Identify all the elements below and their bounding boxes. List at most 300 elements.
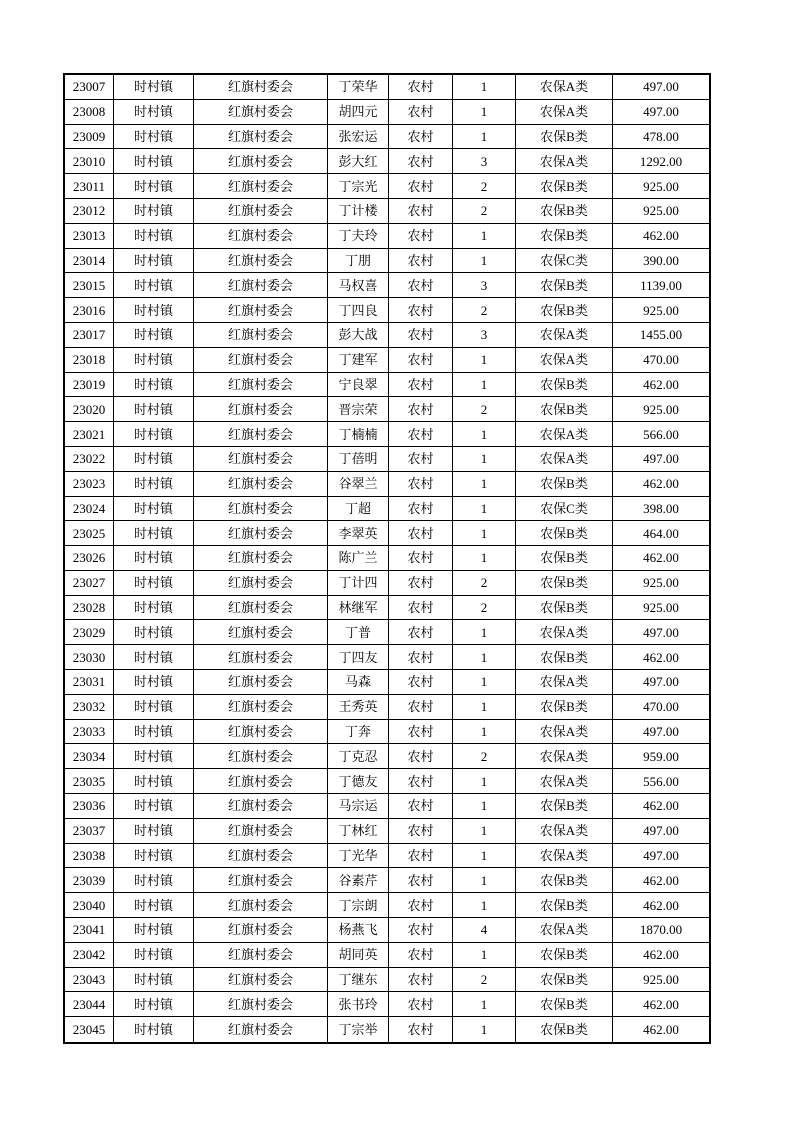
cell-village-committee: 红旗村委会 <box>194 571 328 596</box>
cell-person-name: 胡四元 <box>328 100 389 125</box>
cell-village-committee: 红旗村委会 <box>194 596 328 621</box>
cell-village-committee: 红旗村委会 <box>194 174 328 199</box>
cell-town: 时村镇 <box>114 645 194 670</box>
cell-village-committee: 红旗村委会 <box>194 794 328 819</box>
cell-town: 时村镇 <box>114 348 194 373</box>
cell-person-count: 1 <box>453 794 516 819</box>
cell-insurance-category: 农保A类 <box>516 447 613 472</box>
cell-village-committee: 红旗村委会 <box>194 447 328 472</box>
cell-record-id: 23024 <box>65 497 114 522</box>
cell-person-count: 1 <box>453 497 516 522</box>
cell-person-name: 胡同英 <box>328 943 389 968</box>
cell-insurance-category: 农保B类 <box>516 645 613 670</box>
cell-household-type: 农村 <box>389 224 453 249</box>
cell-household-type: 农村 <box>389 893 453 918</box>
cell-town: 时村镇 <box>114 447 194 472</box>
cell-person-count: 1 <box>453 546 516 571</box>
cell-record-id: 23017 <box>65 323 114 348</box>
cell-record-id: 23020 <box>65 397 114 422</box>
cell-insurance-category: 农保A类 <box>516 100 613 125</box>
cell-person-count: 1 <box>453 720 516 745</box>
cell-amount: 462.00 <box>613 893 709 918</box>
cell-person-count: 1 <box>453 447 516 472</box>
cell-record-id: 23036 <box>65 794 114 819</box>
cell-insurance-category: 农保A类 <box>516 720 613 745</box>
cell-town: 时村镇 <box>114 224 194 249</box>
cell-household-type: 农村 <box>389 447 453 472</box>
cell-insurance-category: 农保A类 <box>516 769 613 794</box>
cell-record-id: 23023 <box>65 472 114 497</box>
cell-insurance-category: 农保A类 <box>516 348 613 373</box>
cell-record-id: 23021 <box>65 422 114 447</box>
cell-town: 时村镇 <box>114 620 194 645</box>
cell-town: 时村镇 <box>114 373 194 398</box>
cell-insurance-category: 农保B类 <box>516 968 613 993</box>
cell-insurance-category: 农保B类 <box>516 546 613 571</box>
cell-amount: 1455.00 <box>613 323 709 348</box>
cell-person-count: 1 <box>453 75 516 100</box>
cell-village-committee: 红旗村委会 <box>194 249 328 274</box>
cell-person-name: 丁宗光 <box>328 174 389 199</box>
cell-record-id: 23037 <box>65 819 114 844</box>
cell-insurance-category: 农保A类 <box>516 75 613 100</box>
cell-person-count: 1 <box>453 992 516 1017</box>
cell-village-committee: 红旗村委会 <box>194 670 328 695</box>
cell-person-count: 2 <box>453 968 516 993</box>
cell-person-name: 丁继东 <box>328 968 389 993</box>
cell-village-committee: 红旗村委会 <box>194 323 328 348</box>
cell-household-type: 农村 <box>389 546 453 571</box>
cell-household-type: 农村 <box>389 298 453 323</box>
cell-town: 时村镇 <box>114 174 194 199</box>
cell-record-id: 23044 <box>65 992 114 1017</box>
cell-person-name: 丁蓓明 <box>328 447 389 472</box>
cell-record-id: 23019 <box>65 373 114 398</box>
cell-household-type: 农村 <box>389 844 453 869</box>
cell-record-id: 23038 <box>65 844 114 869</box>
cell-town: 时村镇 <box>114 100 194 125</box>
cell-record-id: 23008 <box>65 100 114 125</box>
cell-town: 时村镇 <box>114 968 194 993</box>
cell-person-name: 李翠英 <box>328 521 389 546</box>
cell-record-id: 23010 <box>65 149 114 174</box>
cell-person-count: 1 <box>453 620 516 645</box>
cell-household-type: 农村 <box>389 943 453 968</box>
cell-town: 时村镇 <box>114 397 194 422</box>
cell-town: 时村镇 <box>114 819 194 844</box>
cell-household-type: 农村 <box>389 323 453 348</box>
cell-amount: 1139.00 <box>613 273 709 298</box>
cell-insurance-category: 农保B类 <box>516 174 613 199</box>
cell-record-id: 23022 <box>65 447 114 472</box>
cell-household-type: 农村 <box>389 422 453 447</box>
cell-person-name: 杨燕飞 <box>328 918 389 943</box>
cell-household-type: 农村 <box>389 348 453 373</box>
cell-town: 时村镇 <box>114 670 194 695</box>
cell-insurance-category: 农保C类 <box>516 249 613 274</box>
cell-person-name: 丁德友 <box>328 769 389 794</box>
cell-amount: 470.00 <box>613 348 709 373</box>
cell-record-id: 23039 <box>65 868 114 893</box>
cell-person-count: 1 <box>453 943 516 968</box>
cell-person-name: 丁克忍 <box>328 744 389 769</box>
cell-person-name: 马森 <box>328 670 389 695</box>
cell-household-type: 农村 <box>389 695 453 720</box>
cell-insurance-category: 农保B类 <box>516 695 613 720</box>
cell-town: 时村镇 <box>114 199 194 224</box>
cell-amount: 462.00 <box>613 868 709 893</box>
cell-town: 时村镇 <box>114 298 194 323</box>
cell-person-name: 丁宗举 <box>328 1017 389 1042</box>
cell-town: 时村镇 <box>114 868 194 893</box>
cell-amount: 925.00 <box>613 571 709 596</box>
cell-person-count: 1 <box>453 249 516 274</box>
cell-amount: 566.00 <box>613 422 709 447</box>
cell-record-id: 23011 <box>65 174 114 199</box>
cell-amount: 462.00 <box>613 645 709 670</box>
cell-record-id: 23026 <box>65 546 114 571</box>
cell-insurance-category: 农保B类 <box>516 521 613 546</box>
cell-household-type: 农村 <box>389 968 453 993</box>
cell-household-type: 农村 <box>389 497 453 522</box>
cell-record-id: 23042 <box>65 943 114 968</box>
cell-household-type: 农村 <box>389 670 453 695</box>
cell-person-name: 宁良翠 <box>328 373 389 398</box>
cell-person-count: 3 <box>453 149 516 174</box>
cell-village-committee: 红旗村委会 <box>194 298 328 323</box>
cell-record-id: 23040 <box>65 893 114 918</box>
cell-town: 时村镇 <box>114 273 194 298</box>
cell-amount: 925.00 <box>613 199 709 224</box>
cell-town: 时村镇 <box>114 125 194 150</box>
cell-amount: 497.00 <box>613 844 709 869</box>
cell-town: 时村镇 <box>114 943 194 968</box>
cell-village-committee: 红旗村委会 <box>194 397 328 422</box>
cell-person-count: 4 <box>453 918 516 943</box>
cell-amount: 462.00 <box>613 224 709 249</box>
cell-insurance-category: 农保B类 <box>516 943 613 968</box>
cell-village-committee: 红旗村委会 <box>194 744 328 769</box>
cell-amount: 497.00 <box>613 720 709 745</box>
cell-household-type: 农村 <box>389 397 453 422</box>
cell-person-count: 2 <box>453 174 516 199</box>
cell-person-count: 2 <box>453 199 516 224</box>
cell-household-type: 农村 <box>389 868 453 893</box>
cell-person-name: 谷翠兰 <box>328 472 389 497</box>
cell-insurance-category: 农保B类 <box>516 373 613 398</box>
cell-insurance-category: 农保B类 <box>516 224 613 249</box>
cell-amount: 390.00 <box>613 249 709 274</box>
cell-village-committee: 红旗村委会 <box>194 497 328 522</box>
cell-amount: 497.00 <box>613 447 709 472</box>
cell-household-type: 农村 <box>389 273 453 298</box>
cell-person-count: 1 <box>453 868 516 893</box>
cell-town: 时村镇 <box>114 744 194 769</box>
cell-insurance-category: 农保A类 <box>516 819 613 844</box>
cell-amount: 464.00 <box>613 521 709 546</box>
cell-person-name: 丁四良 <box>328 298 389 323</box>
cell-household-type: 农村 <box>389 819 453 844</box>
cell-household-type: 农村 <box>389 373 453 398</box>
cell-household-type: 农村 <box>389 918 453 943</box>
cell-amount: 462.00 <box>613 794 709 819</box>
cell-person-count: 1 <box>453 373 516 398</box>
cell-village-committee: 红旗村委会 <box>194 893 328 918</box>
cell-amount: 470.00 <box>613 695 709 720</box>
cell-insurance-category: 农保B类 <box>516 472 613 497</box>
cell-insurance-category: 农保B类 <box>516 868 613 893</box>
cell-record-id: 23043 <box>65 968 114 993</box>
cell-amount: 556.00 <box>613 769 709 794</box>
cell-village-committee: 红旗村委会 <box>194 224 328 249</box>
cell-town: 时村镇 <box>114 323 194 348</box>
cell-amount: 497.00 <box>613 620 709 645</box>
cell-person-count: 1 <box>453 670 516 695</box>
cell-record-id: 23007 <box>65 75 114 100</box>
cell-insurance-category: 农保B类 <box>516 199 613 224</box>
cell-household-type: 农村 <box>389 75 453 100</box>
cell-person-count: 2 <box>453 596 516 621</box>
cell-person-name: 丁朋 <box>328 249 389 274</box>
cell-record-id: 23035 <box>65 769 114 794</box>
cell-amount: 925.00 <box>613 968 709 993</box>
cell-village-committee: 红旗村委会 <box>194 149 328 174</box>
cell-town: 时村镇 <box>114 769 194 794</box>
cell-person-count: 3 <box>453 323 516 348</box>
cell-insurance-category: 农保B类 <box>516 298 613 323</box>
cell-person-count: 1 <box>453 422 516 447</box>
cell-household-type: 农村 <box>389 744 453 769</box>
cell-town: 时村镇 <box>114 546 194 571</box>
cell-person-name: 林继军 <box>328 596 389 621</box>
cell-town: 时村镇 <box>114 893 194 918</box>
cell-town: 时村镇 <box>114 695 194 720</box>
cell-amount: 398.00 <box>613 497 709 522</box>
cell-record-id: 23033 <box>65 720 114 745</box>
cell-town: 时村镇 <box>114 75 194 100</box>
cell-town: 时村镇 <box>114 918 194 943</box>
cell-household-type: 农村 <box>389 199 453 224</box>
cell-village-committee: 红旗村委会 <box>194 199 328 224</box>
cell-village-committee: 红旗村委会 <box>194 472 328 497</box>
cell-town: 时村镇 <box>114 794 194 819</box>
cell-insurance-category: 农保A类 <box>516 670 613 695</box>
cell-amount: 497.00 <box>613 75 709 100</box>
cell-person-count: 1 <box>453 819 516 844</box>
cell-village-committee: 红旗村委会 <box>194 620 328 645</box>
cell-insurance-category: 农保B类 <box>516 893 613 918</box>
cell-amount: 925.00 <box>613 596 709 621</box>
cell-household-type: 农村 <box>389 620 453 645</box>
cell-record-id: 23014 <box>65 249 114 274</box>
cell-person-count: 3 <box>453 273 516 298</box>
cell-insurance-category: 农保B类 <box>516 1017 613 1042</box>
cell-household-type: 农村 <box>389 100 453 125</box>
cell-amount: 959.00 <box>613 744 709 769</box>
cell-household-type: 农村 <box>389 645 453 670</box>
cell-village-committee: 红旗村委会 <box>194 422 328 447</box>
cell-record-id: 23027 <box>65 571 114 596</box>
cell-record-id: 23030 <box>65 645 114 670</box>
cell-person-count: 1 <box>453 844 516 869</box>
cell-amount: 1870.00 <box>613 918 709 943</box>
cell-person-name: 丁计四 <box>328 571 389 596</box>
cell-amount: 462.00 <box>613 992 709 1017</box>
cell-person-name: 张宏运 <box>328 125 389 150</box>
cell-town: 时村镇 <box>114 596 194 621</box>
cell-person-name: 彭大战 <box>328 323 389 348</box>
cell-insurance-category: 农保A类 <box>516 422 613 447</box>
cell-record-id: 23016 <box>65 298 114 323</box>
cell-person-count: 1 <box>453 893 516 918</box>
cell-town: 时村镇 <box>114 149 194 174</box>
cell-person-count: 1 <box>453 348 516 373</box>
cell-household-type: 农村 <box>389 521 453 546</box>
cell-insurance-category: 农保A类 <box>516 149 613 174</box>
cell-village-committee: 红旗村委会 <box>194 695 328 720</box>
cell-person-name: 丁奔 <box>328 720 389 745</box>
cell-insurance-category: 农保B类 <box>516 596 613 621</box>
cell-village-committee: 红旗村委会 <box>194 273 328 298</box>
cell-person-name: 丁计楼 <box>328 199 389 224</box>
cell-amount: 462.00 <box>613 943 709 968</box>
cell-person-count: 1 <box>453 1017 516 1042</box>
cell-person-count: 2 <box>453 571 516 596</box>
cell-person-name: 陈广兰 <box>328 546 389 571</box>
cell-insurance-category: 农保A类 <box>516 620 613 645</box>
cell-person-name: 马权喜 <box>328 273 389 298</box>
cell-record-id: 23012 <box>65 199 114 224</box>
cell-insurance-category: 农保A类 <box>516 844 613 869</box>
cell-person-name: 张书玲 <box>328 992 389 1017</box>
cell-person-count: 2 <box>453 397 516 422</box>
cell-insurance-category: 农保A类 <box>516 323 613 348</box>
cell-record-id: 23032 <box>65 695 114 720</box>
cell-person-count: 1 <box>453 472 516 497</box>
cell-insurance-category: 农保A类 <box>516 918 613 943</box>
cell-insurance-category: 农保B类 <box>516 397 613 422</box>
cell-person-count: 1 <box>453 521 516 546</box>
cell-amount: 497.00 <box>613 100 709 125</box>
cell-person-name: 马宗运 <box>328 794 389 819</box>
cell-person-count: 2 <box>453 744 516 769</box>
cell-amount: 925.00 <box>613 298 709 323</box>
pension-roster-table <box>63 73 711 1044</box>
cell-record-id: 23029 <box>65 620 114 645</box>
cell-record-id: 23031 <box>65 670 114 695</box>
cell-person-count: 2 <box>453 298 516 323</box>
cell-person-name: 丁荣华 <box>328 75 389 100</box>
cell-person-count: 1 <box>453 224 516 249</box>
cell-person-name: 丁普 <box>328 620 389 645</box>
cell-household-type: 农村 <box>389 125 453 150</box>
cell-insurance-category: 农保B类 <box>516 992 613 1017</box>
cell-village-committee: 红旗村委会 <box>194 100 328 125</box>
cell-town: 时村镇 <box>114 472 194 497</box>
cell-village-committee: 红旗村委会 <box>194 546 328 571</box>
cell-household-type: 农村 <box>389 472 453 497</box>
cell-person-name: 丁光华 <box>328 844 389 869</box>
cell-record-id: 23025 <box>65 521 114 546</box>
cell-village-committee: 红旗村委会 <box>194 1017 328 1042</box>
cell-person-count: 1 <box>453 100 516 125</box>
cell-household-type: 农村 <box>389 992 453 1017</box>
cell-town: 时村镇 <box>114 1017 194 1042</box>
cell-amount: 462.00 <box>613 472 709 497</box>
cell-town: 时村镇 <box>114 720 194 745</box>
cell-record-id: 23015 <box>65 273 114 298</box>
cell-village-committee: 红旗村委会 <box>194 75 328 100</box>
cell-household-type: 农村 <box>389 249 453 274</box>
cell-insurance-category: 农保B类 <box>516 794 613 819</box>
cell-amount: 478.00 <box>613 125 709 150</box>
cell-town: 时村镇 <box>114 497 194 522</box>
cell-household-type: 农村 <box>389 149 453 174</box>
cell-household-type: 农村 <box>389 720 453 745</box>
cell-amount: 925.00 <box>613 397 709 422</box>
cell-person-count: 1 <box>453 769 516 794</box>
cell-person-name: 王秀英 <box>328 695 389 720</box>
cell-record-id: 23009 <box>65 125 114 150</box>
cell-village-committee: 红旗村委会 <box>194 943 328 968</box>
cell-household-type: 农村 <box>389 1017 453 1042</box>
cell-household-type: 农村 <box>389 794 453 819</box>
cell-insurance-category: 农保B类 <box>516 571 613 596</box>
cell-village-committee: 红旗村委会 <box>194 819 328 844</box>
cell-town: 时村镇 <box>114 571 194 596</box>
cell-amount: 462.00 <box>643 1022 679 1038</box>
cell-household-type: 农村 <box>389 174 453 199</box>
cell-person-name: 丁建军 <box>328 348 389 373</box>
cell-person-name: 丁宗朗 <box>328 893 389 918</box>
cell-person-count: 1 <box>453 695 516 720</box>
cell-village-committee: 红旗村委会 <box>194 868 328 893</box>
cell-amount: 1292.00 <box>613 149 709 174</box>
cell-insurance-category: 农保A类 <box>516 744 613 769</box>
cell-town: 时村镇 <box>114 992 194 1017</box>
cell-amount: 462.00 <box>613 373 709 398</box>
cell-person-count: 1 <box>453 125 516 150</box>
cell-village-committee: 红旗村委会 <box>194 992 328 1017</box>
cell-village-committee: 红旗村委会 <box>194 521 328 546</box>
cell-record-id: 23028 <box>65 596 114 621</box>
cell-village-committee: 红旗村委会 <box>194 645 328 670</box>
cell-household-type: 农村 <box>389 596 453 621</box>
cell-person-name: 丁林红 <box>328 819 389 844</box>
cell-person-name: 丁超 <box>328 497 389 522</box>
cell-record-id: 23041 <box>65 918 114 943</box>
cell-insurance-category: 农保B类 <box>516 125 613 150</box>
cell-person-name: 丁楠楠 <box>328 422 389 447</box>
cell-amount: 462.00 <box>613 546 709 571</box>
cell-amount: 925.00 <box>613 174 709 199</box>
cell-village-committee: 红旗村委会 <box>194 844 328 869</box>
cell-record-id: 23018 <box>65 348 114 373</box>
cell-record-id: 23034 <box>65 744 114 769</box>
cell-village-committee: 红旗村委会 <box>194 968 328 993</box>
cell-household-type: 农村 <box>389 769 453 794</box>
cell-town: 时村镇 <box>114 249 194 274</box>
cell-town: 时村镇 <box>114 422 194 447</box>
cell-village-committee: 红旗村委会 <box>194 125 328 150</box>
cell-insurance-category: 农保B类 <box>516 273 613 298</box>
cell-person-count: 1 <box>453 645 516 670</box>
cell-household-type: 农村 <box>389 571 453 596</box>
cell-person-name: 丁四友 <box>328 645 389 670</box>
cell-record-id: 23013 <box>65 224 114 249</box>
cell-village-committee: 红旗村委会 <box>194 720 328 745</box>
cell-insurance-category: 农保C类 <box>516 497 613 522</box>
